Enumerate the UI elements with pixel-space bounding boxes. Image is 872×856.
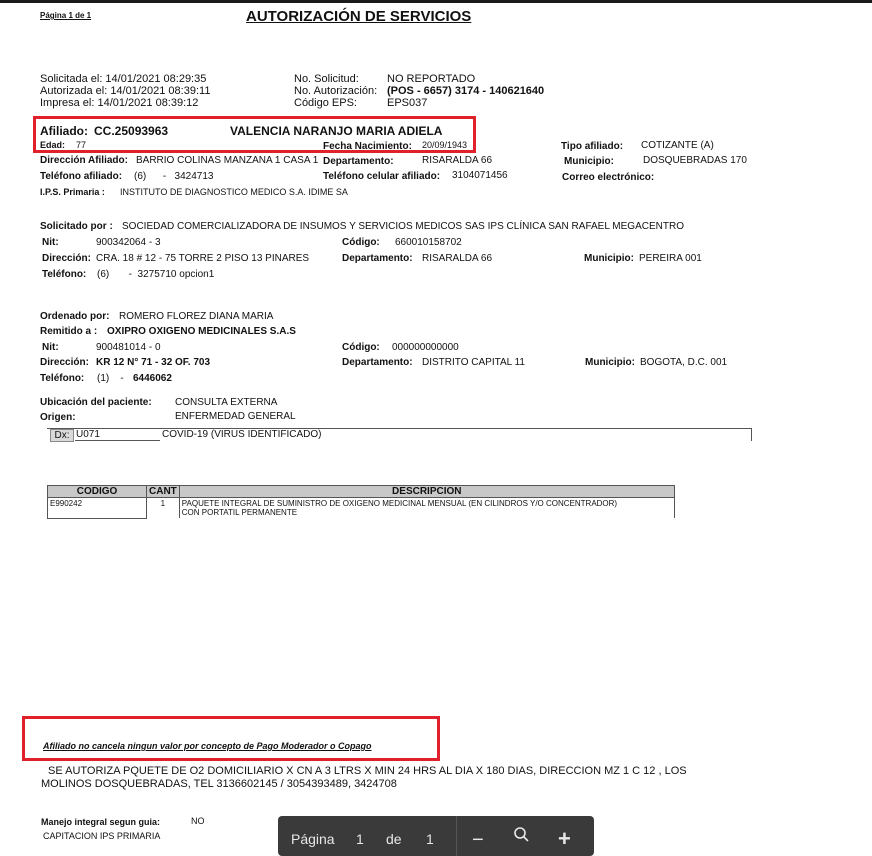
tipo-afiliado-value: COTIZANTE (A) — [641, 140, 714, 151]
edad-label: Edad: — [40, 140, 66, 150]
fecha-nacimiento-value: 20/09/1943 — [422, 140, 468, 150]
no-autorizacion-label: No. Autorización: — [294, 85, 378, 97]
header-codigo: CODIGO — [48, 486, 147, 498]
manejo-integral-label: Manejo integral segun guia: — [41, 817, 161, 827]
row-descripcion-line-2: CON PORTATIL PERMANENTE — [181, 508, 298, 517]
solicitante-nit-label: Nit: — [42, 237, 59, 248]
edad-value: 77 — [76, 140, 87, 150]
row-codigo: E990242 — [48, 498, 147, 519]
header-cant: CANT — [147, 486, 180, 498]
solicitante-departamento-label: Departamento: — [342, 253, 413, 264]
telefono-afiliado-label: Teléfono afiliado: — [40, 171, 123, 182]
toolbar-page-word: Página — [291, 831, 335, 847]
ips-primaria-label: I.P.S. Primaria : — [40, 187, 105, 197]
no-autorizacion-value: (POS - 6657) 3174 - 140621640 — [387, 85, 545, 97]
telefono-celular-value: 3104071456 — [452, 170, 508, 181]
solicitante-codigo-label: Código: — [342, 237, 380, 248]
remitido-nit-label: Nit: — [42, 342, 59, 353]
afiliado-label: Afiliado: — [40, 124, 88, 138]
remitido-a-label: Remitido a : — [40, 326, 98, 337]
capitacion-text: CAPITACION IPS PRIMARIA — [43, 831, 161, 841]
remitido-telefono-prefix: (1) - — [97, 373, 124, 384]
row-cant: 1 — [147, 498, 180, 519]
minus-icon[interactable]: − — [472, 829, 484, 851]
dx-description: COVID-19 (VIRUS IDENTIFICADO) — [162, 429, 322, 440]
dx-label: Dx: — [50, 429, 74, 442]
table-row — [48, 498, 675, 519]
row-descripcion-line-1: PAQUETE INTEGRAL DE SUMINISTRO DE OXIGENO MEDICINAL MENSUAL (EN CILINDROS Y/O CONCENTRADOR) — [181, 499, 618, 508]
codigo-eps-label: Código EPS: — [294, 97, 357, 109]
row-descripcion — [179, 498, 674, 519]
solicitante-municipio-value: PEREIRA 001 — [639, 253, 702, 264]
remitido-codigo-value: 000000000000 — [392, 342, 459, 353]
solicitado-por-label: Solicitado por : — [40, 221, 113, 232]
copago-note: Afiliado no cancela ningun valor por concepto de Pago Moderador o Copago — [43, 741, 372, 751]
toolbar-page-current[interactable]: 1 — [356, 831, 364, 847]
autorizada-line: Autorizada el: 14/01/2021 08:39:11 — [40, 85, 211, 97]
solicitante-telefono-label: Teléfono: — [42, 269, 87, 280]
toolbar-separator — [456, 816, 457, 856]
impresa-line: Impresa el: 14/01/2021 08:39:12 — [40, 97, 199, 109]
manejo-integral-value: NO — [191, 816, 205, 826]
solicitante-direccion-label: Dirección: — [42, 253, 91, 264]
solicitante-nit-value: 900342064 - 3 — [96, 237, 161, 248]
remitido-direccion-label: Dirección: — [40, 357, 89, 368]
observacion-line-1: SE AUTORIZA PQUETE DE O2 DOMICILIARIO X CN A 3 LTRS X MIN 24 HRS AL DIA X 180 DIAS, DIRECCION MZ 1 C 12 , LOS — [48, 765, 687, 777]
departamento-afiliado-label: Departamento: — [323, 156, 394, 167]
services-table — [47, 485, 675, 519]
zoom-icon[interactable] — [513, 826, 529, 845]
correo-electronico-label: Correo electrónico: — [562, 172, 655, 183]
remitido-telefono-label: Teléfono: — [40, 373, 85, 384]
remitido-municipio-value: BOGOTA, D.C. 001 — [640, 357, 728, 368]
ordenado-por-value: ROMERO FLOREZ DIANA MARIA — [119, 311, 274, 322]
remitido-telefono-value: 6446062 — [133, 373, 172, 384]
remitido-direccion-value: KR 12 N° 71 - 32 OF. 703 — [96, 357, 211, 368]
remitido-a-value: OXIPRO OXIGENO MEDICINALES S.A.S — [107, 326, 296, 337]
solicitada-line: Solicitada el: 14/01/2021 08:29:35 — [40, 73, 207, 85]
direccion-afiliado-label: Dirección Afiliado: — [40, 155, 128, 166]
municipio-afiliado-value: DOSQUEBRADAS 170 — [643, 155, 747, 166]
copago-highlight-box — [22, 716, 440, 761]
origen-label: Origen: — [40, 412, 76, 423]
remitido-departamento-label: Departamento: — [342, 357, 413, 368]
dx-code: U071 — [76, 429, 100, 440]
plus-icon[interactable]: + — [558, 826, 571, 851]
page-indicator: Página 1 de 1 — [40, 11, 92, 20]
toolbar-page-total: 1 — [426, 831, 434, 847]
viewer-top-border — [0, 0, 872, 3]
solicitante-codigo-value: 660010158702 — [395, 237, 462, 248]
remitido-codigo-label: Código: — [342, 342, 380, 353]
no-solicitud-label: No. Solicitud: — [294, 73, 359, 85]
fecha-nacimiento-label: Fecha Nacimiento: — [323, 141, 412, 152]
services-table-header — [48, 486, 675, 498]
remitido-departamento-value: DISTRITO CAPITAL 11 — [422, 357, 525, 368]
departamento-afiliado-value: RISARALDA 66 — [422, 155, 493, 166]
solicitante-direccion-value: CRA. 18 # 12 - 75 TORRE 2 PISO 13 PINARES — [96, 253, 310, 264]
header-descripcion: DESCRIPCION — [179, 486, 674, 498]
solicitado-por-value: SOCIEDAD COMERCIALIZADORA DE INSUMOS Y SERVICIOS MEDICOS SAS IPS CLÍNICA SAN RAFAEL MEGACENTRO — [122, 221, 684, 232]
ubicacion-paciente-value: CONSULTA EXTERNA — [175, 397, 278, 408]
tipo-afiliado-label: Tipo afiliado: — [561, 141, 624, 152]
ordenado-por-label: Ordenado por: — [40, 311, 110, 322]
affiliate-name: VALENCIA NARANJO MARIA ADIELA — [230, 124, 443, 138]
no-solicitud-value: NO REPORTADO — [387, 73, 476, 85]
telefono-afiliado-value: (6) - 3424713 — [134, 171, 214, 182]
ubicacion-paciente-label: Ubicación del paciente: — [40, 397, 152, 408]
toolbar-of-word: de — [386, 831, 402, 847]
observacion-line-2: MOLINOS DOSQUEBRADAS, TEL 3136602145 / 3054393489, 3424708 — [41, 778, 397, 790]
direccion-afiliado-value: BARRIO COLINAS MANZANA 1 CASA 1 — [136, 155, 319, 166]
codigo-eps-value: EPS037 — [387, 97, 428, 109]
solicitante-departamento-value: RISARALDA 66 — [422, 253, 493, 264]
afiliado-id: CC.25093963 — [94, 124, 169, 138]
solicitante-telefono-value: (6) - 3275710 opcion1 — [97, 269, 215, 280]
municipio-afiliado-label: Municipio: — [564, 156, 614, 167]
pdf-viewer-toolbar — [278, 816, 594, 856]
ips-primaria-value: INSTITUTO DE DIAGNOSTICO MEDICO S.A. IDIME SA — [120, 187, 348, 197]
solicitante-municipio-label: Municipio: — [584, 253, 634, 264]
document-title: AUTORIZACIÓN DE SERVICIOS — [246, 8, 472, 25]
telefono-celular-label: Teléfono celular afiliado: — [323, 171, 441, 182]
remitido-municipio-label: Municipio: — [585, 357, 635, 368]
origen-value: ENFERMEDAD GENERAL — [175, 411, 296, 422]
remitido-nit-value: 900481014 - 0 — [96, 342, 161, 353]
